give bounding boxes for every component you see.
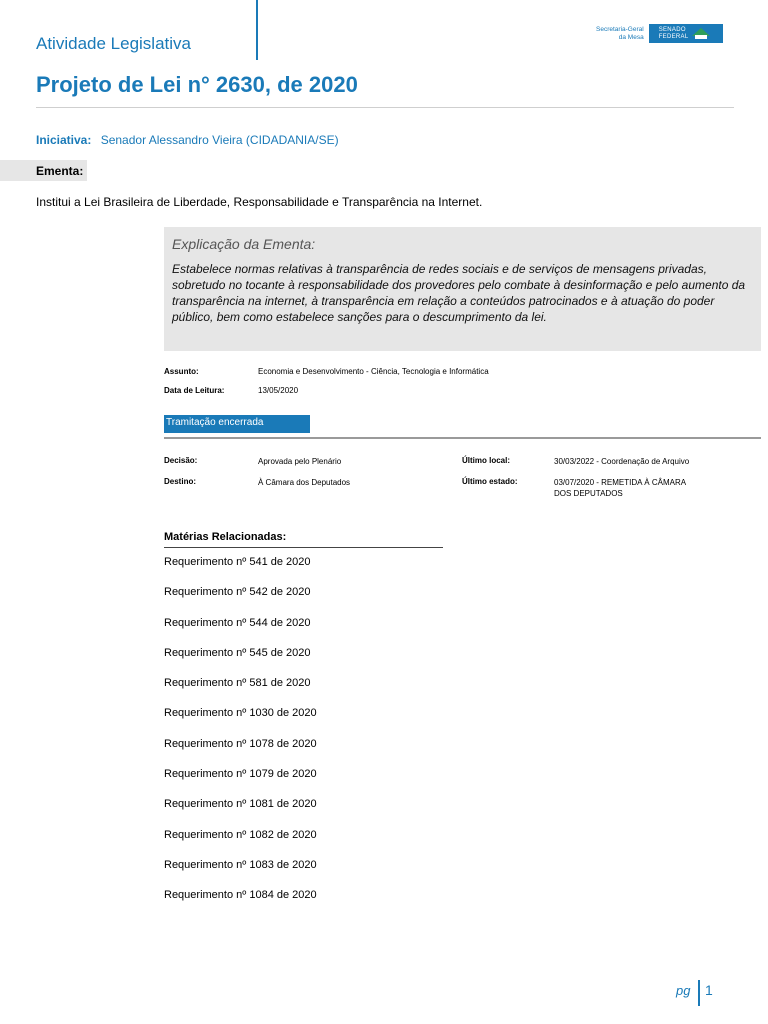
ultimo-estado-line1: 03/07/2020 - REMETIDA À CÂMARA — [554, 478, 687, 487]
relacionadas-list — [164, 555, 317, 919]
leitura-value: 13/05/2020 — [258, 386, 299, 395]
logo-caption-line2: da Mesa — [618, 34, 644, 41]
logo-flag-icon — [692, 27, 710, 41]
page-label: pg — [676, 983, 691, 998]
assunto-value: Economia e Desenvolvimento - Ciência, Tecnologia e Informática — [258, 367, 489, 376]
leitura-label: Data de Leitura: — [164, 386, 225, 395]
relacionada-item[interactable]: Requerimento nº 1078 de 2020 — [164, 737, 317, 750]
relacionada-item[interactable]: Requerimento nº 1084 de 2020 — [164, 889, 317, 902]
senado-logo — [596, 24, 723, 44]
decisao-value: Aprovada pelo Plenário — [258, 457, 342, 466]
relacionada-item[interactable]: Requerimento nº 542 de 2020 — [164, 586, 311, 599]
ementa-text: Institui a Lei Brasileira de Liberdade, Responsabilidade e Transparência na Internet. — [36, 195, 483, 209]
relacionada-item[interactable]: Requerimento nº 544 de 2020 — [164, 616, 311, 629]
relacionada-item[interactable]: Requerimento nº 541 de 2020 — [164, 556, 311, 568]
section-title: Atividade Legislativa — [36, 34, 191, 53]
iniciativa-label: Iniciativa: — [36, 133, 92, 147]
page-number: 1 — [705, 982, 713, 998]
logo-caption — [596, 24, 649, 42]
logo-box — [649, 24, 723, 43]
explicacao-text: Estabelece normas relativas à transparência de redes sociais e de serviços de mensagens privadas, sobretudo no tocante à responsabilidade dos provedores pelo combate à desinformação e pelo aumento da transparência na internet, à transparência em relação a conteúdos patrocinados e à atuação do poder público, bem como estabelece sanções para o descumprimento da lei. — [172, 262, 746, 324]
iniciativa-value: Senador Alessandro Vieira (CIDADANIA/SE) — [100, 133, 339, 147]
relacionada-item[interactable]: Requerimento nº 1081 de 2020 — [164, 798, 317, 811]
decisao-label: Decisão: — [164, 456, 198, 465]
relacionada-item[interactable]: Requerimento nº 1079 de 2020 — [164, 768, 317, 781]
destino-label: Destino: — [164, 477, 196, 486]
ultimo-estado-line2: DOS DEPUTADOS — [554, 489, 623, 498]
ultimo-estado-value — [554, 477, 686, 499]
ultimo-estado-label: Último estado: — [462, 477, 518, 486]
assunto-label: Assunto: — [164, 367, 199, 376]
explicacao-box — [164, 227, 761, 351]
page-number-divider — [698, 980, 700, 1006]
logo-box-line1: SENADO — [658, 26, 686, 33]
explicacao-title: Explicação da Ementa: — [172, 236, 316, 252]
relacionada-item[interactable]: Requerimento nº 1083 de 2020 — [164, 858, 317, 871]
relacionada-item[interactable]: Requerimento nº 545 de 2020 — [164, 646, 311, 659]
relacionadas-title: Matérias Relacionadas: — [164, 531, 287, 543]
logo-box-text — [659, 27, 689, 41]
leitura-row — [164, 386, 761, 398]
assunto-row — [164, 367, 761, 379]
header-divider — [256, 0, 258, 60]
relacionada-item[interactable]: Requerimento nº 1082 de 2020 — [164, 828, 317, 841]
destino-value: À Câmara dos Deputados — [258, 478, 351, 487]
ementa-label: Ementa: — [36, 164, 84, 178]
logo-box-line2: FEDERAL — [658, 33, 689, 40]
page-title: Projeto de Lei n° 2630, de 2020 — [36, 72, 358, 97]
ultimo-local-value: 30/03/2022 - Coordenação de Arquivo — [554, 457, 690, 466]
relacionada-item[interactable]: Requerimento nº 581 de 2020 — [164, 677, 311, 690]
tramitacao-status-badge: Tramitação encerrada — [164, 415, 310, 433]
relacionada-item[interactable]: Requerimento nº 1030 de 2020 — [164, 707, 317, 720]
iniciativa — [36, 133, 339, 147]
tramitacao-divider — [164, 437, 761, 439]
title-divider — [36, 107, 734, 108]
decisao-row — [164, 456, 761, 468]
logo-caption-line1: Secretaria-Geral — [596, 26, 644, 33]
ultimo-local-label: Último local: — [462, 456, 511, 465]
relacionadas-divider — [164, 547, 443, 548]
destino-row — [164, 477, 761, 501]
